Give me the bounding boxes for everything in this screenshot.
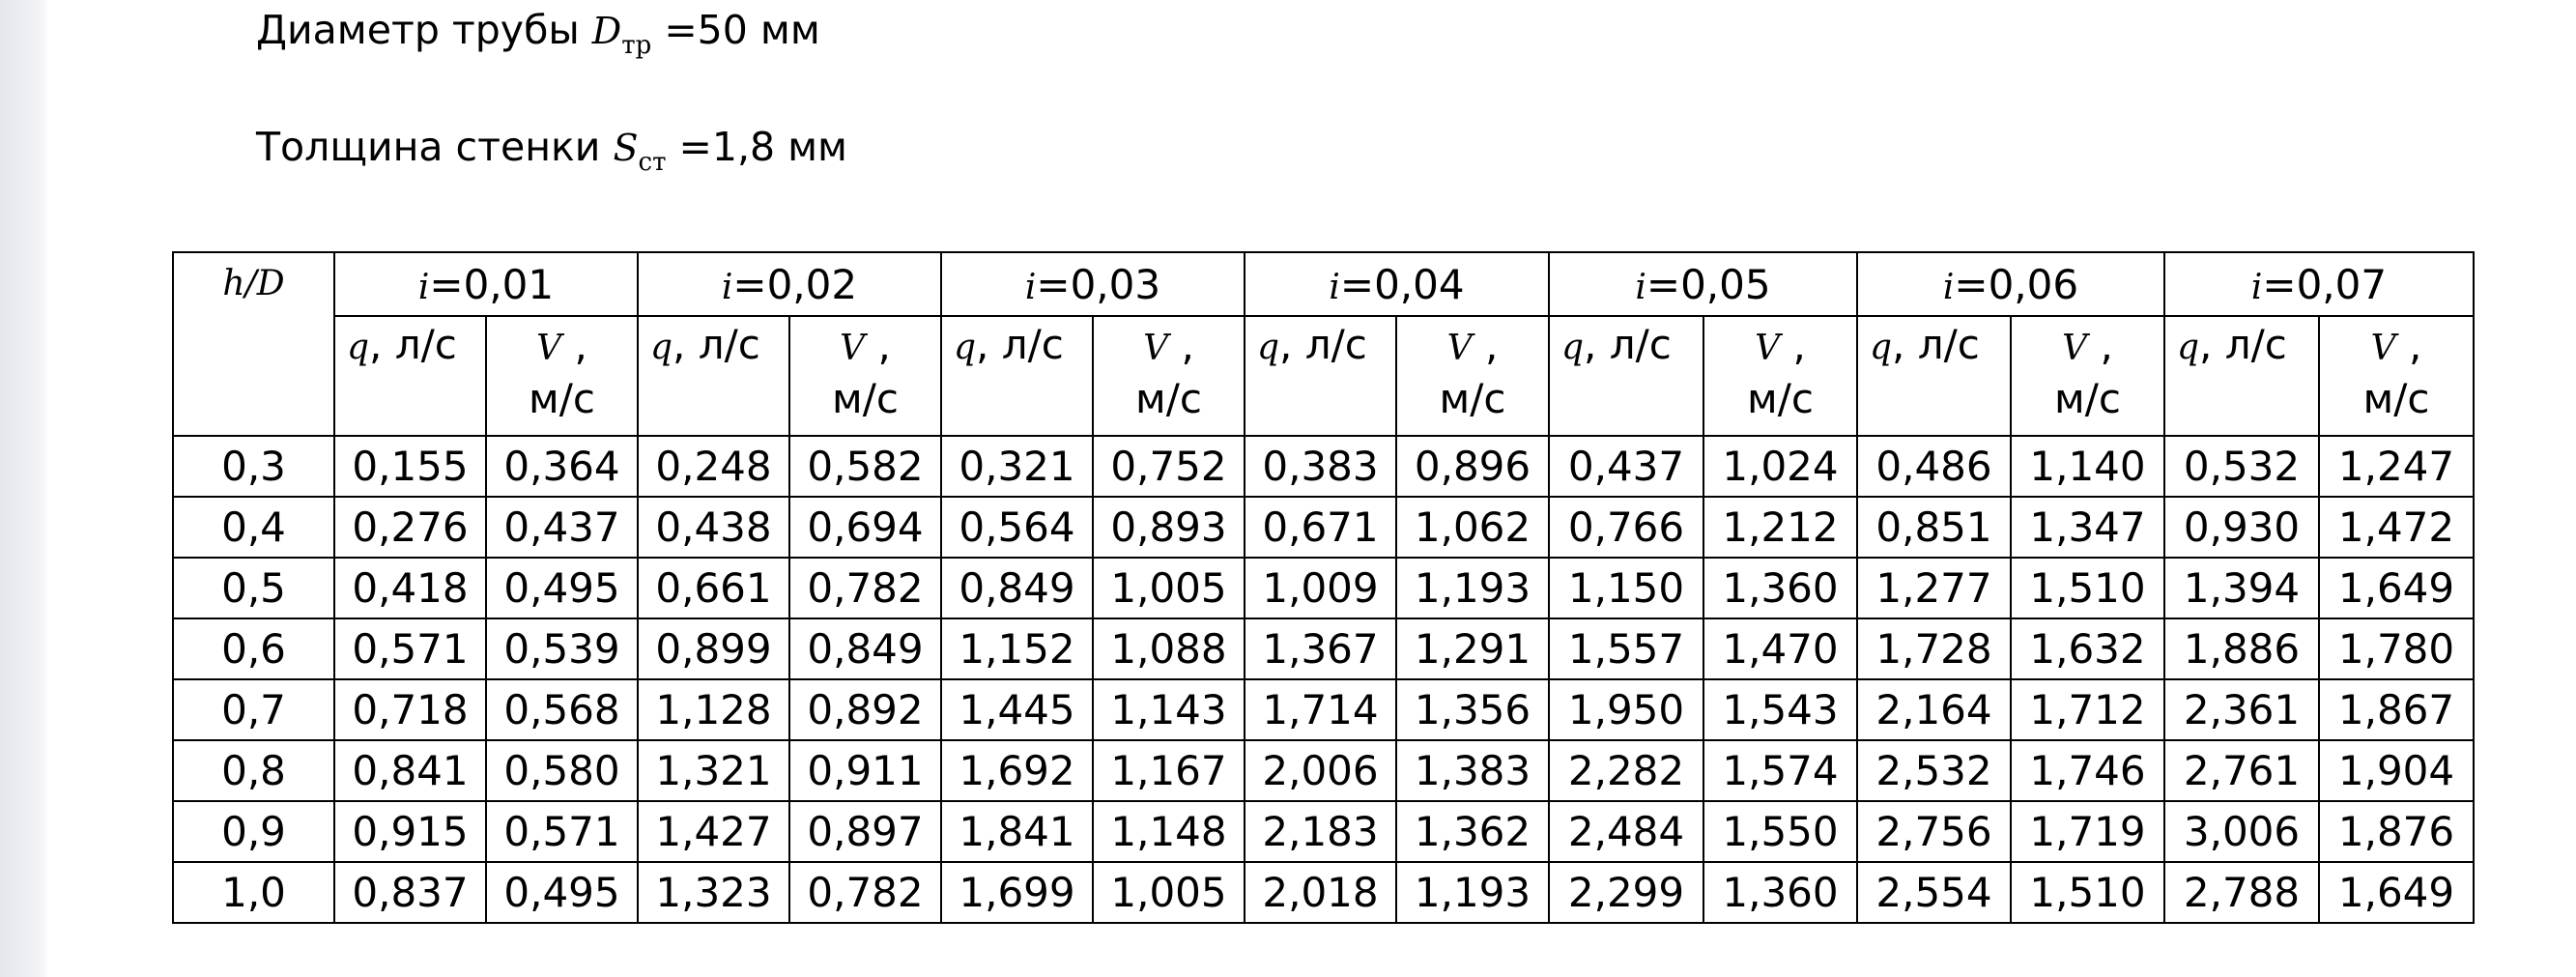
slope-symbol: i <box>1635 267 1646 307</box>
velocity-header <box>2011 316 2164 436</box>
flow-rate-cell: 0,418 <box>334 558 486 618</box>
velocity-cell: 0,911 <box>789 740 941 801</box>
slope-header-cell <box>1549 252 1857 316</box>
slope-symbol: i <box>1329 267 1340 307</box>
velocity-cell: 1,867 <box>2319 679 2474 740</box>
flow-rate-cell: 1,150 <box>1549 558 1703 618</box>
slope-header-cell <box>2164 252 2474 316</box>
velocity-cell: 1,550 <box>1703 801 1857 862</box>
flow-rate-header <box>334 316 486 436</box>
table-row <box>173 862 2474 923</box>
flow-rate-unit: , л/с <box>369 321 457 368</box>
velocity-cell: 1,148 <box>1093 801 1245 862</box>
flow-rate-cell: 2,788 <box>2164 862 2319 923</box>
slope-header-cell <box>941 252 1245 316</box>
velocity-cell: 1,356 <box>1396 679 1549 740</box>
velocity-cell: 1,291 <box>1396 618 1549 679</box>
velocity-header <box>1703 316 1857 436</box>
flow-rate-header <box>1245 316 1396 436</box>
velocity-cell: 1,632 <box>2011 618 2164 679</box>
flow-rate-cell: 1,009 <box>1245 558 1396 618</box>
velocity-cell: 1,719 <box>2011 801 2164 862</box>
pipe-diameter-symbol: D <box>591 10 622 52</box>
velocity-header <box>486 316 638 436</box>
velocity-cell: 0,782 <box>789 862 941 923</box>
flow-table <box>172 251 2475 924</box>
velocity-cell: 1,780 <box>2319 618 2474 679</box>
velocity-cell: 1,247 <box>2319 436 2474 497</box>
velocity-cell: 0,752 <box>1093 436 1245 497</box>
flow-rate-symbol: q <box>954 328 977 367</box>
flow-rate-cell: 1,128 <box>638 679 789 740</box>
hd-value-cell: 0,4 <box>173 497 334 558</box>
flow-rate-cell: 2,164 <box>1857 679 2011 740</box>
velocity-unit: м/с <box>832 375 899 422</box>
hd-value-cell: 0,6 <box>173 618 334 679</box>
flow-rate-cell: 2,018 <box>1245 862 1396 923</box>
velocity-cell: 1,212 <box>1703 497 1857 558</box>
flow-rate-cell: 2,756 <box>1857 801 2011 862</box>
flow-rate-cell: 2,183 <box>1245 801 1396 862</box>
velocity-unit: м/с <box>529 375 595 422</box>
wall-thickness-value: =1,8 мм <box>678 124 847 170</box>
flow-rate-cell: 3,006 <box>2164 801 2319 862</box>
velocity-cell: 0,897 <box>789 801 941 862</box>
flow-rate-cell: 0,851 <box>1857 497 2011 558</box>
velocity-cell: 0,364 <box>486 436 638 497</box>
velocity-cell: 1,904 <box>2319 740 2474 801</box>
flow-rate-unit: , л/с <box>976 321 1064 368</box>
velocity-comma: , <box>2395 322 2422 369</box>
flow-rate-cell: 1,277 <box>1857 558 2011 618</box>
slope-symbol: i <box>1942 267 1955 307</box>
velocity-cell: 1,712 <box>2011 679 2164 740</box>
flow-rate-unit: , л/с <box>673 321 760 368</box>
hd-value-cell: 0,9 <box>173 801 334 862</box>
velocity-unit: м/с <box>1135 375 1202 422</box>
flow-rate-cell: 1,394 <box>2164 558 2319 618</box>
flow-rate-header <box>1857 316 2011 436</box>
flow-rate-cell: 1,367 <box>1245 618 1396 679</box>
slope-header-cell <box>1857 252 2164 316</box>
slope-value: =0,01 <box>429 260 555 308</box>
flow-rate-unit: , л/с <box>1892 321 1980 368</box>
hd-value-cell: 1,0 <box>173 862 334 923</box>
flow-rate-cell: 0,915 <box>334 801 486 862</box>
hd-header-label: h/D <box>222 264 285 303</box>
flow-rate-unit: , л/с <box>2199 321 2287 368</box>
velocity-comma: , <box>2087 322 2113 369</box>
slope-header-cell <box>638 252 941 316</box>
velocity-symbol: V <box>1143 329 1169 368</box>
velocity-cell: 0,892 <box>789 679 941 740</box>
pipe-diameter-subscript: тр <box>621 31 652 60</box>
velocity-cell: 1,347 <box>2011 497 2164 558</box>
velocity-cell: 1,088 <box>1093 618 1245 679</box>
table-row <box>173 618 2474 679</box>
slope-value: =0,05 <box>1646 260 1771 308</box>
flow-rate-cell: 0,438 <box>638 497 789 558</box>
slope-value: =0,03 <box>1036 260 1161 308</box>
slope-header-row <box>173 252 2474 316</box>
velocity-unit: м/с <box>1439 375 1506 422</box>
velocity-header <box>1093 316 1245 436</box>
velocity-cell: 1,362 <box>1396 801 1549 862</box>
velocity-cell: 1,510 <box>2011 862 2164 923</box>
table-row <box>173 497 2474 558</box>
velocity-cell: 1,543 <box>1703 679 1857 740</box>
velocity-symbol: V <box>1446 329 1473 368</box>
velocity-cell: 1,193 <box>1396 558 1549 618</box>
velocity-symbol: V <box>840 329 866 368</box>
flow-rate-cell: 1,152 <box>941 618 1093 679</box>
flow-rate-cell: 1,714 <box>1245 679 1396 740</box>
flow-rate-cell: 0,532 <box>2164 436 2319 497</box>
velocity-header <box>789 316 941 436</box>
velocity-cell: 0,694 <box>789 497 941 558</box>
flow-rate-cell: 0,437 <box>1549 436 1703 497</box>
flow-rate-cell: 1,321 <box>638 740 789 801</box>
velocity-cell: 1,649 <box>2319 558 2474 618</box>
table-row <box>173 679 2474 740</box>
flow-rate-cell: 2,761 <box>2164 740 2319 801</box>
velocity-cell: 1,024 <box>1703 436 1857 497</box>
flow-rate-cell: 0,661 <box>638 558 789 618</box>
flow-rate-header <box>2164 316 2319 436</box>
flow-rate-cell: 0,718 <box>334 679 486 740</box>
flow-rate-cell: 0,248 <box>638 436 789 497</box>
flow-rate-symbol: q <box>347 328 370 367</box>
slope-symbol: i <box>721 267 733 307</box>
flow-rate-cell: 2,361 <box>2164 679 2319 740</box>
flow-rate-cell: 0,276 <box>334 497 486 558</box>
flow-rate-cell: 1,699 <box>941 862 1093 923</box>
velocity-cell: 1,876 <box>2319 801 2474 862</box>
velocity-cell: 0,568 <box>486 679 638 740</box>
velocity-cell: 1,649 <box>2319 862 2474 923</box>
flow-rate-cell: 2,554 <box>1857 862 2011 923</box>
flow-rate-cell: 0,841 <box>334 740 486 801</box>
flow-rate-cell: 1,728 <box>1857 618 2011 679</box>
slope-value: =0,04 <box>1339 260 1465 308</box>
flow-rate-cell: 0,571 <box>334 618 486 679</box>
velocity-symbol: V <box>1755 329 1781 368</box>
slope-header-cell <box>334 252 638 316</box>
velocity-symbol: V <box>2062 329 2088 368</box>
flow-rate-cell: 2,006 <box>1245 740 1396 801</box>
velocity-cell: 1,167 <box>1093 740 1245 801</box>
flow-rate-cell: 0,899 <box>638 618 789 679</box>
pipe-diameter-label: Диаметр трубы <box>256 7 580 53</box>
flow-rate-symbol: q <box>1257 328 1280 367</box>
velocity-cell: 0,437 <box>486 497 638 558</box>
slope-symbol: i <box>417 267 430 307</box>
velocity-comma: , <box>1472 322 1499 369</box>
flow-rate-symbol: q <box>1561 328 1585 367</box>
table-row <box>173 801 2474 862</box>
hd-value-cell: 0,7 <box>173 679 334 740</box>
velocity-cell: 1,005 <box>1093 862 1245 923</box>
flow-rate-cell: 0,383 <box>1245 436 1396 497</box>
slope-value: =0,07 <box>2262 260 2388 308</box>
flow-rate-cell: 0,837 <box>334 862 486 923</box>
flow-rate-cell: 0,671 <box>1245 497 1396 558</box>
pipe-diameter-value: =50 мм <box>664 7 820 53</box>
flow-rate-symbol: q <box>2177 328 2200 367</box>
flow-rate-cell: 0,486 <box>1857 436 2011 497</box>
velocity-cell: 0,582 <box>789 436 941 497</box>
table-row <box>173 558 2474 618</box>
flow-rate-cell: 1,692 <box>941 740 1093 801</box>
slope-header-cell <box>1245 252 1549 316</box>
hd-value-cell: 0,3 <box>173 436 334 497</box>
velocity-cell: 1,574 <box>1703 740 1857 801</box>
velocity-symbol: V <box>536 329 562 368</box>
flow-rate-cell: 1,841 <box>941 801 1093 862</box>
flow-rate-cell: 2,532 <box>1857 740 2011 801</box>
velocity-cell: 0,539 <box>486 618 638 679</box>
flow-table-body <box>173 436 2474 923</box>
flow-rate-cell: 1,950 <box>1549 679 1703 740</box>
velocity-cell: 1,472 <box>2319 497 2474 558</box>
flow-rate-cell: 1,557 <box>1549 618 1703 679</box>
velocity-cell: 1,143 <box>1093 679 1245 740</box>
hd-header-cell <box>173 252 334 436</box>
left-edge-bar <box>0 0 48 977</box>
wall-thickness-label: Толщина стенки <box>256 124 601 170</box>
table-row <box>173 740 2474 801</box>
velocity-comma: , <box>1168 322 1194 369</box>
velocity-cell: 0,849 <box>789 618 941 679</box>
unit-header-row <box>173 316 2474 436</box>
flow-rate-symbol: q <box>650 328 673 367</box>
velocity-cell: 1,062 <box>1396 497 1549 558</box>
velocity-comma: , <box>1780 322 1806 369</box>
hd-value-cell: 0,8 <box>173 740 334 801</box>
slope-symbol: i <box>2250 267 2263 307</box>
hd-value-cell: 0,5 <box>173 558 334 618</box>
velocity-cell: 0,782 <box>789 558 941 618</box>
velocity-symbol: V <box>2370 329 2396 368</box>
velocity-cell: 1,360 <box>1703 558 1857 618</box>
flow-rate-cell: 0,564 <box>941 497 1093 558</box>
velocity-unit: м/с <box>1747 375 1814 422</box>
flow-rate-cell: 2,282 <box>1549 740 1703 801</box>
velocity-comma: , <box>865 322 891 369</box>
flow-rate-unit: , л/с <box>1279 321 1367 368</box>
velocity-cell: 0,580 <box>486 740 638 801</box>
velocity-cell: 0,896 <box>1396 436 1549 497</box>
velocity-comma: , <box>561 322 587 369</box>
flow-rate-cell: 2,484 <box>1549 801 1703 862</box>
velocity-cell: 1,140 <box>2011 436 2164 497</box>
table-row <box>173 436 2474 497</box>
velocity-header <box>2319 316 2474 436</box>
flow-rate-cell: 1,886 <box>2164 618 2319 679</box>
velocity-cell: 1,193 <box>1396 862 1549 923</box>
velocity-cell: 1,360 <box>1703 862 1857 923</box>
velocity-cell: 1,510 <box>2011 558 2164 618</box>
velocity-cell: 0,571 <box>486 801 638 862</box>
flow-rate-header <box>1549 316 1703 436</box>
velocity-cell: 1,746 <box>2011 740 2164 801</box>
flow-rate-cell: 0,766 <box>1549 497 1703 558</box>
flow-rate-cell: 1,427 <box>638 801 789 862</box>
velocity-header <box>1396 316 1549 436</box>
flow-rate-cell: 0,930 <box>2164 497 2319 558</box>
flow-rate-cell: 0,321 <box>941 436 1093 497</box>
flow-rate-symbol: q <box>1870 328 1893 367</box>
velocity-cell: 1,383 <box>1396 740 1549 801</box>
slope-value: =0,02 <box>732 260 858 308</box>
velocity-cell: 0,893 <box>1093 497 1245 558</box>
flow-rate-cell: 0,155 <box>334 436 486 497</box>
flow-rate-unit: , л/с <box>1584 321 1672 368</box>
flow-rate-header <box>941 316 1093 436</box>
velocity-cell: 0,495 <box>486 558 638 618</box>
slope-symbol: i <box>1024 267 1037 307</box>
velocity-cell: 1,005 <box>1093 558 1245 618</box>
flow-rate-cell: 1,323 <box>638 862 789 923</box>
wall-thickness-symbol: S <box>613 127 639 169</box>
pipe-diameter-line <box>256 3 820 63</box>
flow-rate-cell: 0,849 <box>941 558 1093 618</box>
velocity-unit: м/с <box>2362 375 2430 422</box>
flow-rate-cell: 2,299 <box>1549 862 1703 923</box>
wall-thickness-subscript: ст <box>638 148 667 177</box>
velocity-cell: 0,495 <box>486 862 638 923</box>
velocity-cell: 1,470 <box>1703 618 1857 679</box>
wall-thickness-line <box>256 120 847 180</box>
slope-value: =0,06 <box>1954 260 2079 308</box>
velocity-unit: м/с <box>2054 375 2121 422</box>
flow-rate-header <box>638 316 789 436</box>
flow-rate-cell: 1,445 <box>941 679 1093 740</box>
